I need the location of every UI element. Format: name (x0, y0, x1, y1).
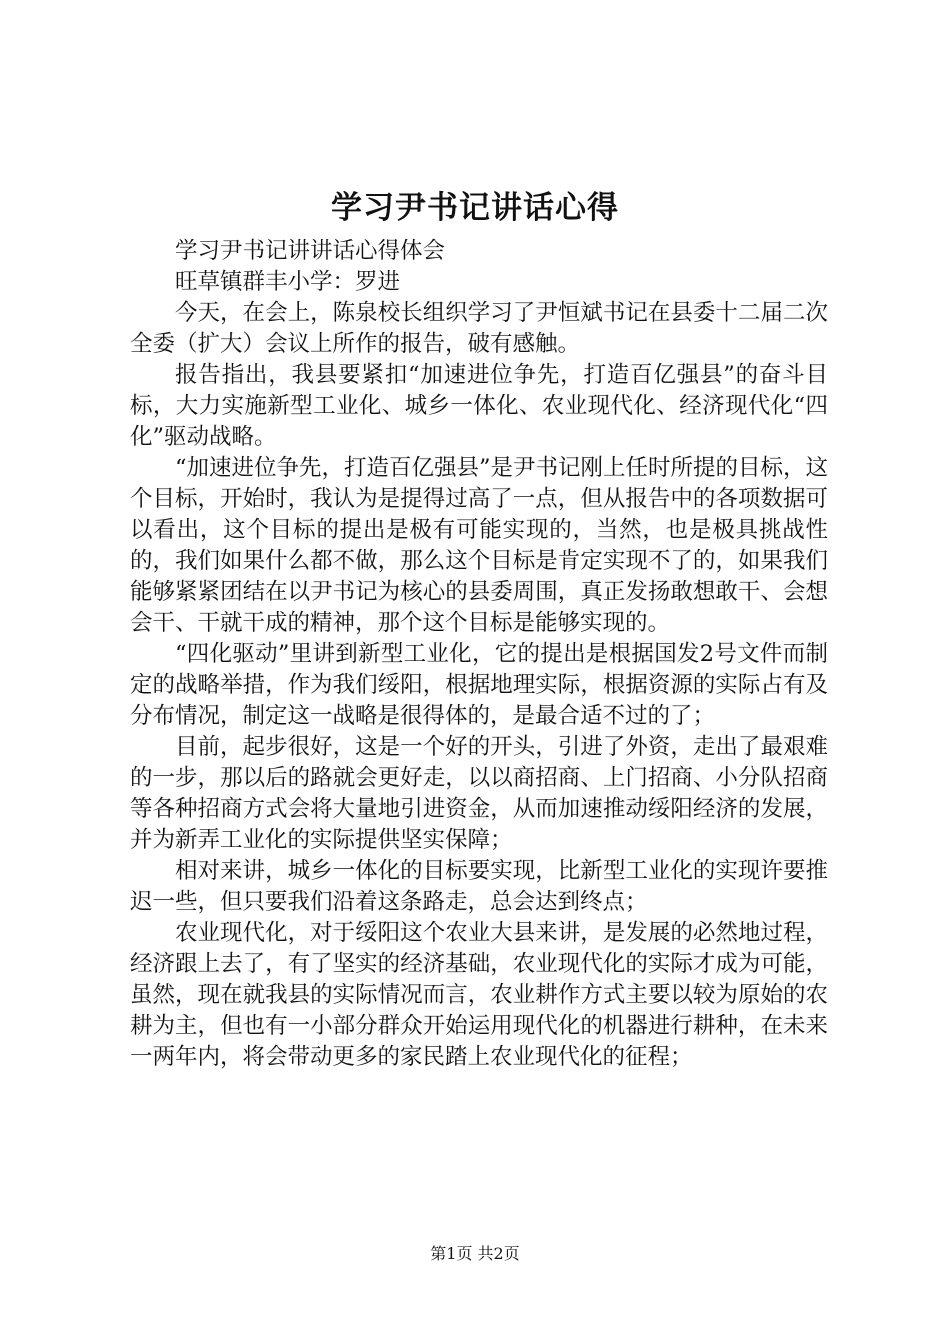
paragraph: “四化驱动”里讲到新型工业化，它的提出是根据国发2号文件而制定的战略举措，作为我们绥阳，根据地理实际，根据资源的实际占有及分布情况，制定这一战略是很得体的，是最合适不过的了； (130, 641, 828, 729)
paragraph: “加速进位争先，打造百亿强县”是尹书记刚上任时所提的目标，这个目标，开始时，我认为是提得过高了一点，但从报告中的各项数据可以看出，这个目标的提出是极有可能实现的，当然，也是极具挑战性的，我们如果什么都不做，那么这个目标是肯定实现不了的，如果我们能够紧紧团结在以尹书记为核心的县委周围，真正发扬敢想敢干、会想会干、干就干成的精神，那个这个目标是能够实现的。 (130, 455, 829, 636)
paragraph: 相对来讲，城乡一体化的目标要实现，比新型工业化的实现许要推迟一些，但只要我们沿着这条路走，总会达到终点； (130, 858, 828, 915)
document-body (130, 236, 828, 1073)
paragraph: 报告指出，我县要紧扣“加速进位争先，打造百亿强县”的奋斗目标，大力实施新型工业化、城乡一体化、农业现代化、经济现代化“四化”驱动战略。 (130, 362, 828, 450)
paragraph: 今天，在会上，陈泉校长组织学习了尹恒斌书记在县委十二届二次全委（扩大）会议上所作的报告，破有感触。 (130, 300, 828, 357)
document-title: 学习尹书记讲话心得 (331, 190, 619, 226)
paragraph: 农业现代化，对于绥阳这个农业大县来讲，是发展的必然地过程，经济跟上去了，有了坚实的经济基础，农业现代化的实际才成为可能，虽然，现在就我县的实际情况而言，农业耕作方式主要以较为原始的农耕为主，但也有一小部分群众开始运用现代化的机器进行耕种，在未来一两年内，将会带动更多的家民踏上农业现代化的征程； (130, 920, 828, 1070)
paragraph: 目前，起步很好，这是一个好的开头，引进了外资，走出了最艰难的一步，那以后的路就会更好走，以以商招商、上门招商、小分队招商等各种招商方式会将大量地引进资金，从而加速推动绥阳经济的发展，并为新弄工业化的实际提供坚实保障； (130, 734, 828, 853)
author-line: 旺草镇群丰小学：罗进 (175, 269, 401, 295)
page-footer: 第1页 共2页 (430, 1244, 520, 1263)
subtitle: 学习尹书记讲讲话心得体会 (175, 238, 446, 264)
